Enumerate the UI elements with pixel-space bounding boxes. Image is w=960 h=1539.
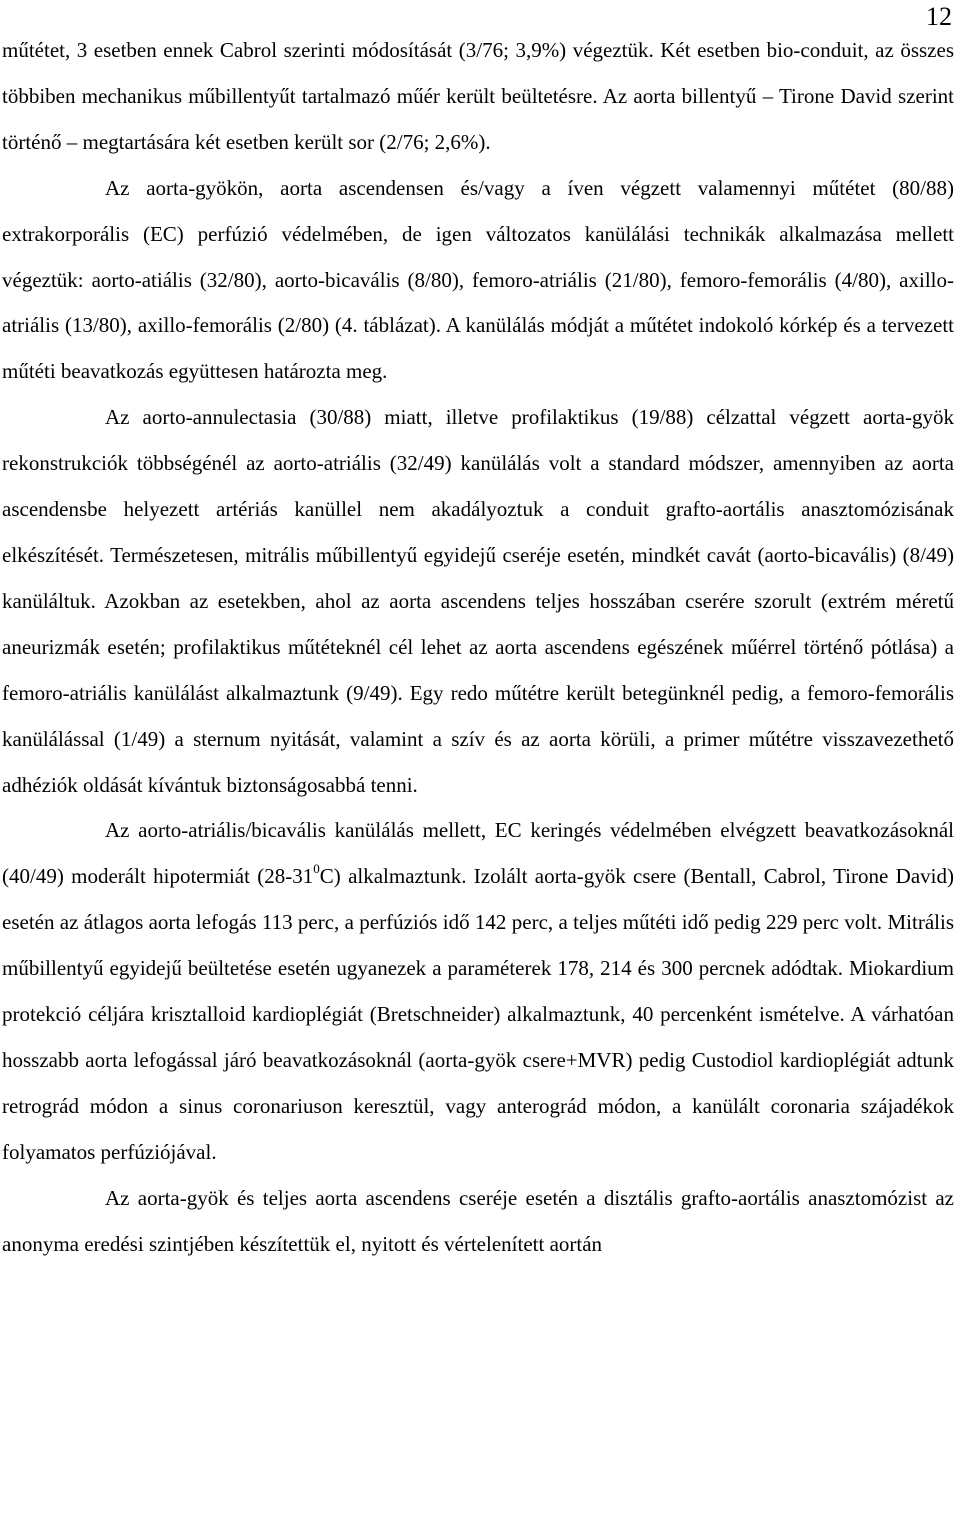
paragraph-4-part-2: C) alkalmaztunk. Izolált aorta-gyök csere (Bentall, Cabrol, Tirone David) esetén az átlagos aorta lefogás 113 perc, a perfúziós idő 142 perc, a teljes műtéti idő pedig 229 perc volt. Mitrális műbillentyű egyidejű beültetése esetén ugyanezek a paraméterek 178, 214 és 300 percnek adódtak. Miokardium protekció céljára krisztalloid kardioplégiát (Bretschneider) alkalmaztunk, 40 percenként ismételve. A várhatóan hosszabb aorta lefogással járó beavatkozásoknál (aorta-gyök csere+MVR) pedig Custodiol kardioplégiát adtunk retrográd módon a sinus coronariuson keresztül, vagy anterográd módon, a kanülált coronaria szájadékok folyamatos perfúziójával. (2, 864, 954, 1164)
paragraph-4-part-1: Az aorto-atriális/bicavális kanülálás mellett, EC keringés védelmében elvégzett beavatkozásoknál (40/49) moderált hipotermiát (28-31 (2, 818, 954, 889)
paragraph-1: műtétet, 3 esetben ennek Cabrol szerinti módosítását (3/76; 3,9%) végeztük. Két esetben bio-conduit, az összes többiben mechanikus műbillentyűt tartalmazó műér került beültetésre. Az aorta billentyű – Tirone David szerint történő – megtartására két esetben került sor (2/76; 2,6%). (2, 38, 954, 154)
paragraph-4 (2, 808, 954, 1175)
paragraph-3: Az aorto-annulectasia (30/88) miatt, illetve profilaktikus (19/88) célzattal végzett aorta-gyök rekonstrukciók többségénél az aorto-atriális (32/49) kanülálás volt a standard módszer, amennyiben az aorta ascendensbe helyezett artériás kanüllel nem akadályoztuk a conduit grafto-aortális anasztomózisának elkészítését. Természetesen, mitrális műbillentyű egyidejű cseréje esetén, mindkét cavát (aorto-bicavális) (8/49) kanüláltuk. Azokban az esetekben, ahol az aorta ascendens teljes hosszában cserére szorult (extrém méretű aneurizmák esetén; profilaktikus műtéteknél cél lehet az aorta ascendens egészének műérrel történő pótlása) a femoro-atriális kanülálást alkalmaztunk (9/49). Egy redo műtétre került betegünknél pedig, a femoro-femorális kanülálással (1/49) a sternum nyitását, valamint a szív és az aorta körüli, a primer műtétre visszavezethető adhéziók oldását kívántuk biztonságosabbá tenni. (2, 405, 954, 797)
degree-superscript: 0 (313, 861, 320, 877)
document-body (2, 28, 954, 1267)
paragraph-2: Az aorta-gyökön, aorta ascendensen és/vagy a íven végzett valamennyi műtétet (80/88) extrakorporális (EC) perfúzió védelmében, de igen változatos kanülálási technikák alkalmazása mellett végeztük: aorto-atiális (32/80), aorto-bicavális (8/80), femoro-atriális (21/80), femoro-femorális (4/80), axillo-atriális (13/80), axillo-femorális (2/80) (4. táblázat). A kanülálás módját a műtétet indokoló kórkép és a tervezett műtéti beavatkozás együttesen határozta meg. (2, 175, 954, 384)
paragraph-5: Az aorta-gyök és teljes aorta ascendens cseréje esetén a disztális grafto-aortális anasztomózist az anonyma eredési szintjében készítettük el, nyitott és vértelenített aortán (2, 1185, 954, 1256)
page-number: 12 (926, 2, 952, 31)
